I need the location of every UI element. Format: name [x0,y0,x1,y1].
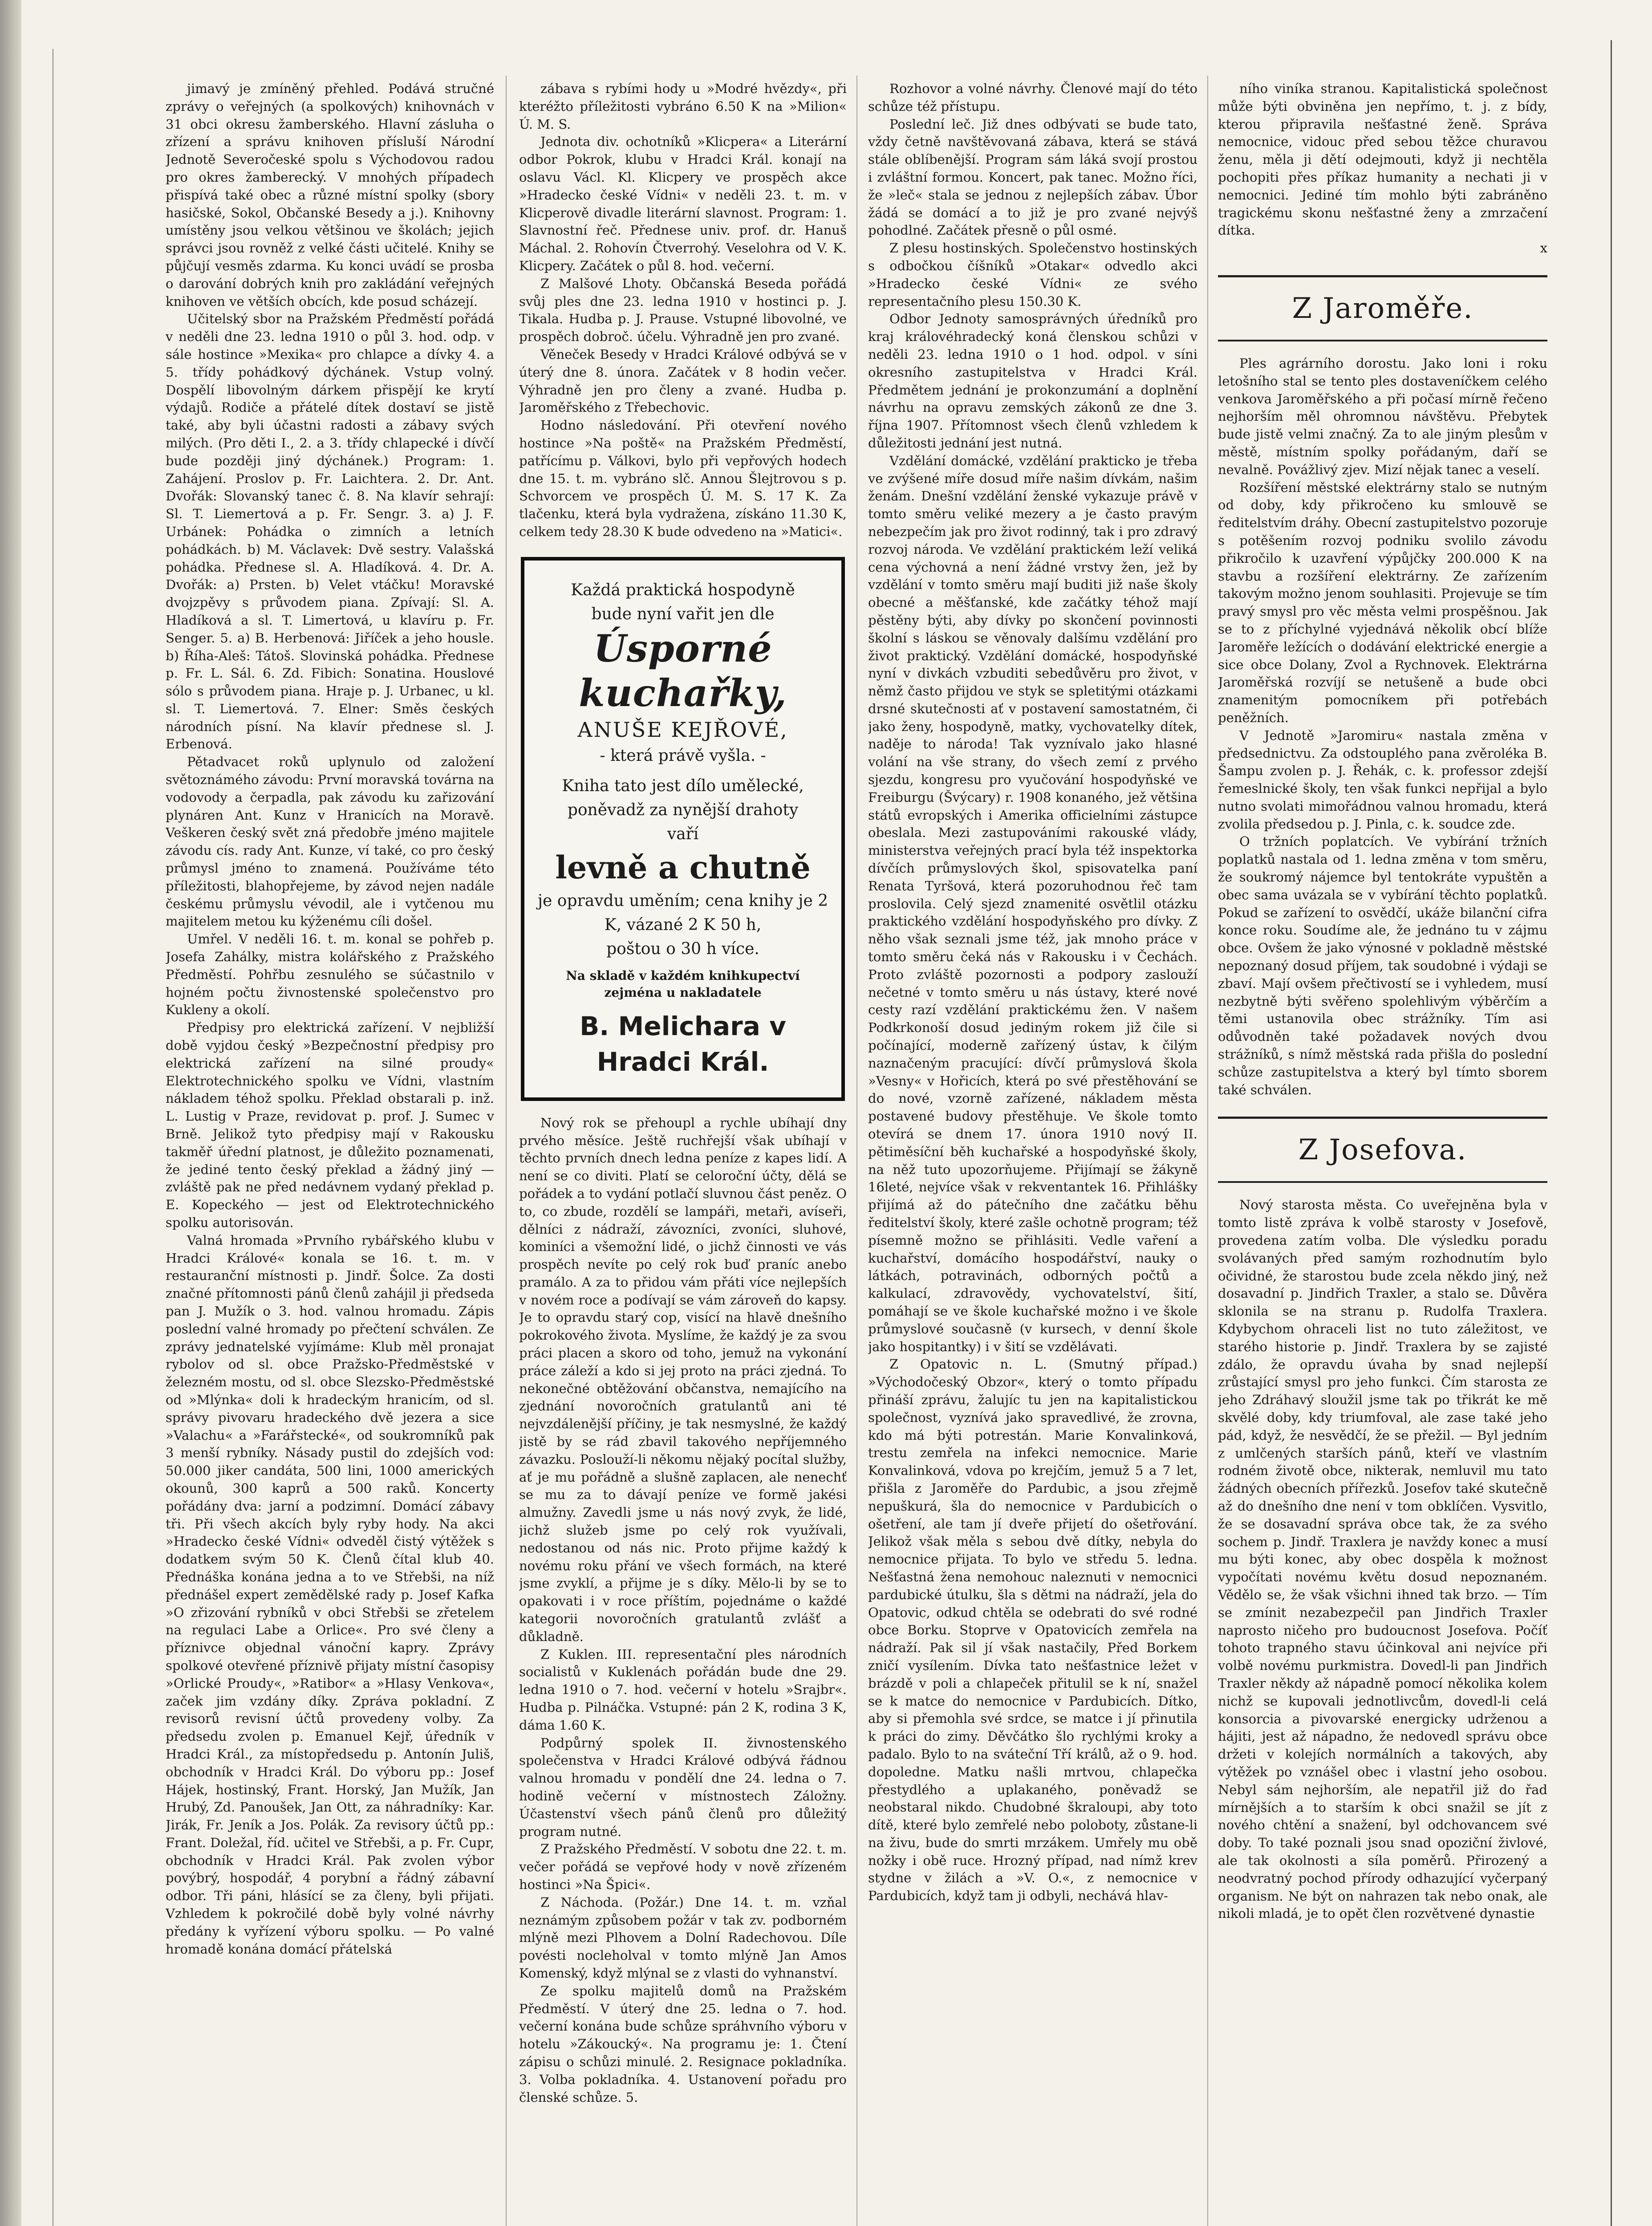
article-paragraph: Předpisy pro elektrická zařízení. V nejbližší době vyjdou český »Bezpečnostní předpisy pro elektrická zařízení na silné proudy« Elektrotechnického spolku ve Vídni, vlastním nákladem téhož spolku. Překlad obstarali p. inž. L. Lustig v Praze, revidovat p. prof. J. Sumec v Brně. Jelikož tyto předpisy mají v Rakousku takměř úřední platnost, je důležito poznamenati, že jediné tento český překlad a žádný jiný — zvláště pak ne před nedávnem vydaný překlad p. E. Kopeckého — jest od Elektrotechnického spolku autorisován. [166,1020,494,1230]
article-paragraph: ního viníka stranou. Kapitalistická společnost může býti obviněna jen nepřímo, t. j. z bídy, kterou připravila nešťastné ženě. Správa nemocnice, vidouc před sebou těžce churavou ženu, měla ji dětí odejmouti, když ji nechtěla pochopiti přes příkaz humanity a nechati ji v nemocnici. Jediné tím mohlo býti zabráněno tragickému skonu nešťastné ženy a zmrzačení dítka. [1218,81,1547,238]
section-heading-josefov: Z Josefova. [1218,1117,1547,1183]
article-paragraph: Ples agrárního dorostu. Jako loni i roku letošního stal se tento ples dostaveníčkem celého venkova Jaroměřského a při počasí mírně řečeno nejhorším měl ohromnou návštěvu. Přebytek bude jistě velmi značný. Za to ale jiným plesům v městě, místním spolky pořádaným, daří se nevalně. Povážlivý zjev. Mizí nějak tanec a veselí. [1218,355,1547,477]
ad-line: Každá praktická hospodyně [571,581,795,599]
article-paragraph: O tržních poplatcích. Ve vybírání tržních poplatků nastala od 1. ledna změna v tom směru, že soukromý nájemce byl tentokráte vypuštěn a obec sama uvázala se v vybírání těchto poplatků. Pokud se zařízení to osvědčí, ukáže bilanční cifra konce roku. Soudíme ale, že jednáno tu v zájmu obce. Ovšem že jako výnosné v pokladně městské nepoznaný dosud příjem, tak soudobné i výdaji se zbaví. Mají ovšem přečtivostí se i vyhledem, musí nezbytně býti svěřeno spolehlivým výběrčím a těmi ustanovila obec strážníky. Tím asi odůvodněn také požadavek nových dvou strážníků, s nímž městská rada přišla do poslední schůze zastupitelstva a který byl tímto sborem také schválen. [1218,834,1547,1097]
article-paragraph: Hodno následování. Při otevření nového hostince »Na poště« na Pražském Předměstí, patřícímu p. Válkovi, bylo při vepřových hodech dne 15. t. m. vybráno slč. Annou Šlejtrovou s p. Schvorcem ve prospěch Ú. M. S. 17 K. Za tlačenku, která byla vydražena, získáno 11.30 K, celkem tedy 28.30 K bude odvedeno na »Matici«. [519,418,847,539]
article-paragraph: Umřel. V neděli 16. t. m. konal se pohřeb p. Josefa Zahálky, mistra kolářského z Pražského Předměstí. Pohřbu zesnulého se súčastnilo v hojném počtu živnostenské společenstvo pro Kukleny a okolí. [166,931,494,1018]
scan-left-edge [0,0,21,2226]
ad-author: ANUŠE KEJŘOVÉ, [577,717,788,742]
article-paragraph: Věneček Besedy v Hradci Králové odbývá se v úterý dne 8. února. Začátek v 8 hodin večer. Výhradně jen pro členy a zvané. Hudba p. Jaroměřského z Třebechovic. [519,346,847,415]
ad-line: vaří [667,825,699,843]
ad-line: poněvadž za nynější drahoty [567,800,799,819]
right-border-line [1611,40,1612,2226]
column-2 [519,80,847,2226]
article-paragraph: Nový rok se přehoupl a rychle ubíhají dny prvého měsíce. Ještě ruchřejší však ubíhají v těchto prvních dnech ledna peníze z kapes lidí. A není se co diviti. Platí se celoroční účty, dělá se pořádek a to vydání potlačí sluvnou část peněz. O to, co zbude, rozdělí se lampáři, metaři, avíseři, dělníci z nádraží, závozníci, zvoníci, sluhové, kominíci a všemožní lidé, o jichž činnosti ve vás prospěch nevíte po celý rok buď praníc anebo pramálo. A za to přidou vám přáti více nejlepších v novém roce a podívají se vám zároveň do kapsy. Je to opravdu starý cop, visící na hlavě dnešního pokrokového života. Myslíme, že každý je za svou práci placen a skoro od toho, jemuž na vykonání práce záleží a kdo si jej proto na práci zjedná. To nekonečné obtěžování občanstva, nemajícího na zjednání novoročních gratulantů ani té nejvzdálenější příčiny, je tak nesmyslné, že každý jistě by se rád zbavil takového nepříjemného závazku. Poslouží-li někomu nějaký pocítal služby, ať je mu pořádně a slušně zaplacen, ale nenechť se mu za to dávají peníze ve formě jakési almužny. Zavedli jsme u nás nový zvyk, že lidé, jichž služeb jsme po celý rok využívali, nedostanou od nás nic. Proto přijme každý k novému roku přání ve všech formách, na které jsme zvyklí, a přijme je s díky. Mělo-li by se to opakovati i v roce příštím, pojednáme o každé kategorii novoročních gratulantů zvlášť a důkladně. [519,1115,847,1644]
ad-slogan: levně a chutně [555,849,811,886]
article-paragraph: Rozšíření městské elektrárny stalo se nutným od doby, kdy přikročeno ku smlouvě se ředitelstvím dráhy. Obecní zastupitelstvo pozoruje s potěšením rozvoj podniku svolilo závodu přikročilo k uzavření výpůjčky 200.000 K na stavbu a rozšíření elektrárny. Ze zařízením takovým možno jenom souhlasiti. Projevuje se tím pravý smysl pro věc města velmi prospěšnou. Jak se to z příchylné vyjednává několik obcí blíže Jaroměře ležících o dodávání elektrické energie a sice obce Dolany, Zvol a Rychnovek. Elektrárna Jaroměřská rozvíjí se netušeně a bude obci znamenitým pomocníkem při potřebách peněžních. [1218,479,1547,725]
ad-price: je opravdu uměním; cena knihy je 2 K, vázané 2 K 50 h, [537,891,828,934]
article-paragraph: Rozhovor a volné návrhy. Členové mají do této schůze též přístupu. [868,81,1197,114]
article-paragraph: Odbor Jednoty samosprávných úředníků pro kraj královéhradecký koná členskou schůzi v neděli 23. ledna 1910 o 1 hod. odpol. v síni okresního zastupitelstva v Hradci Král. Předmětem jednání je prokonzumání a doplnění návrhu na opravu zemských zákonů ze dne 3. října 1907. Přítomnost všech členů vzhledem k důležitosti jednání jest nutná. [868,311,1197,451]
article-paragraph: Z Pražského Předměstí. V sobotu dne 22. t. m. večer pořádá se vepřové hody v nově zřízeném hostinci »Na Špici«. [519,1841,847,1892]
article-paragraph: Z Opatovic n. L. (Smutný případ.) »Východočeský Obzor«, který o tomto případu přináší zprávu, žalujíc tu jen na kapitalistickou společnost, vyznívá jako spravedlivé, že zrovna, kdo má býti potrestán. Marie Konvalinková, trestu zemřela na infekci nemocnice. Marie Konvalinková, vdova po krejčím, jemuž 5 a 7 let, přišla z Jaroměře do Pardubic, a jsou zřejmě nepuškurá, šla do nemocnice v Pardubicích o ošetření, ale tam jí dveře přijetí do ošetřování. Jelikož však měla s sebou dvě dítky, nebyla do nemocnice přijata. To bylo ve středu 5. ledna. Nešťastná žena nemohouc naleznuti v nemocnici pardubické útulku, šla s dětmi na nádraží, jela do Opatovic, odkud chtěla se odebrati do své rodné obce Borku. Stoprve v Opatovicích zemřela na nádraží. Pak sil jí však nastačily, Před Borkem zničí vysílením. Dívka tato nešťastnice ležet v brázdě v poli a chlapeček přitulil se k ní, snažel se k matce do nemocnice v Pardubicích. Dítko, aby si přemohla své srdce, se matce i jí přinutila k práci do zimy. Děvčátko šlo rychlými kroky a padalo. Bylo to na sváteční Tří králů, až o 9. hod. dopoledne. Matku našli mrtvou, chlapečka přestydlého a uplakaného, poněvadž se neobstaral nikdo. Chudobné škraloupi, aby toto dítě, které bylo zemřelé nebo poloboty, zůstane-li na živu, bude do smrti mrzákem. Umřely mu obě nožky i obě ruce. Hrozný případ, nad nímž krev stydne v žilách a »V. O.«, z nemocnice v Pardubicích, když tam ji odbyli, nechává hlav- [868,1357,1197,1904]
article-paragraph: V Jednotě »Jaromiru« nastala změna v předsednictvu. Za odstouplého pana zvěroléka B. Šampu zvolen p. J. Řehák, c. k. professor zdejší řemeslnické školy, ten však funkci nepřijal a bylo nutno svolati mimořádnou valnou hromadu, která zvolila předsedou p. J. Pinla, c. k. soudce zde. [1218,727,1547,832]
column-3 [868,80,1197,2226]
article-paragraph: Pětadvacet roků uplynulo od založení světoznámého závodu: První moravská továrna na vodovody a čerpadla, pak závodu ku zařizování plynáren Ant. Kunz v Hranicích na Moravě. Veškeren český svět zná předobře jméno majitele závodu cís. rady Ant. Kunze, ví také, co pro český průmysl jméno to znamená. Používáme této příležitosti, blahopřejeme, by závod nejen nadále českému průmyslu vévodil, ale i vytčenou mu majitelem metou ku kýženému cíli došel. [166,754,494,929]
column-separator [1207,76,1208,2226]
column-4 [1218,80,1547,2226]
article-paragraph: Z Malšové Lhoty. Občanská Beseda pořádá svůj ples dne 23. ledna 1910 v hostinci p. J. Tikala. Hudba p. J. Prause. Vstupné libovolné, ve prospěch dobroč. účelu. Výhradně jen pro zvané. [519,276,847,345]
article-paragraph: Nový starosta města. Co uveřejněna byla v tomto listě zpráva k volbě starosty v Josefově, provedena zatím volba. Dle výsledku poradu svolávaných před samým rozhodnutím bylo očividné, že starostou bude zcela někdo jiný, než dosavadní p. Jindřich Traxler, a stalo se. Důvěra sklonila se na stranu p. Rudolfa Traxlera. Kdybychom ohraceli list no tuto záležitost, ve starého historie p. Jindř. Traxlera by se zajisté zdálo, že opravdu úvaha by snad nejlepší zrůstající smysl pro jeho funkci. Čím starosta ze jeho Zdráhavý sloužil jsme tak po třikrát ke mě skvělé doby, kdy triumfoval, ale zase také jeho pád, když, že nesvědčí, že se přežil. — Byl jedním z umlčených starších pánů, kteří ve vlastním rodném životě obce, nikterak, nemluvil mu tato žádných obecních přířezků. Josefov také skutečně až do dnešního dne není v tom obklíčen. Vysvitlo, že se dosavadní správa obce tak, že za svého sochem p. Jindř. Traxlera je navždy konec a musí mu býti konec, aby obec dospěla k možnost vypočítati novému květu dosud nepoznaném. Vědělo se, že však všichni ihned tak brzo. — Tím se zmínit nezabezpečil pan Jindřich Traxler naprosto ničeho pro budoucnost Josefova. Počíť tohoto trapného stavu účinkoval ani nejvíce při volbě novému purkmistra. Dovedl-li pan Jindřich Traxler někdy až nápadně pomocí několika kolem nichž se kupovali jednotlivcům, dovedl-li celá konsorcia a pivovarské energicky udrženou a hájiti, jest až nápadno, že nedovedl správu obce držeti v kolejích normálních a takových, aby výtěžek po vznášel obec i vlastní jeho osobou. Nebyl sám nejhorším, ale nepatřil již do řad mírnějších a to starším k obci snažil se jít z nového chtění a snažení, byl odchovancem své doby. To také poznali jsou snad opoziční živlové, ale tak okolnosti a síla poměrů. Přirozený a neodvratný pochod přírody odhazující vyčerpaný organism. Ne být on nahrazen tak nebo onak, ale nikoli mladá, je to opět člen rozvětvené dynastie [1218,1197,1547,1921]
article-paragraph: Valná hromada »Prvního rybářského klubu v Hradci Králové« konala se 16. t. m. v restauranční místnosti p. Jindř. Šolce. Za dosti značné přítomnosti pánů členů zahájil ji předseda pan J. Mužík o 3. hod. valnou hromadu. Zápis poslední valné hromady po přečtení schválen. Ze zprávy jednatelské vyjímáme: Klub měl pronajat rybolov od sl. obce Pražsko-Předměstské v železném mostu, od sl. obce Slezsko-Předměstské od »Mlýnka« doli k hradeckým hranicím, od sl. správy pivovaru hradeckého dvě jezera a sice »Valachu« a »Farářstecké«, od soukromníků pak 3 menší rybníky. Násady pustil do zdejších vod: 50.000 jiker candáta, 500 lini, 1000 amerických okounů, 300 kaprů a 500 raků. Koncerty pořádány dva: jarní a podzimní. Domácí zábavy tři. Při všech akcích byly ryby hody. Na akci »Hradecko české Vídni« odveděl čistý výtěžek s dodatkem svým 50 K. Členů čítal klub 40. Přednáška konána jedna a to ve Střebši, na níž přednášel expert zemědělské rady p. Josef Kafka »O zřizování rybníků v obci Střebši se zřetelem na regulaci Labe a Orlice«. Pro své členy a příznivce objednal vánoční kapry. Zprávy spolkové otevřené příznivě přijaty místní časopisy »Orlické Proudy«, »Ratibor« a »Hlasy Venkova«, začek jim vzdány díky. Zpráva pokladní. Z revisorů revisní účtů provedeny volby. Za předsedu zvolen p. Emanuel Kejř, úředník v Hradci Král., za místopředsedu p. Antonín Juliš, obchodník v Hradci Král. Do výboru pp.: Josef Hájek, hostinský, Frant. Horský, Jan Mužík, Jan Hrubý, Zd. Panoušek, Jan Ott, za náhradníky: Kar. Jirák, Fr. Jeník a Jos. Polák. Za revisory účtů pp.: Frant. Doležal, říd. učitel ve Střebši, a p. Fr. Cupr, obchodník v Hradci Král. Pak zvolen výbor povýbrý, hospodář, 4 porybní a řádný zábavní odbor. Tři páni, hlásící se za členy, byli přijati. Vzhledem k pokročilé době byly volné návrhy předány k vyřízení výboru spolku. — Po valné hromadě konána domácí přátelská [166,1232,494,1957]
ad-stock: Na skladě v každém knihkupectví [566,968,800,983]
article-paragraph: zábava s rybími hody u »Modré hvězdy«, při kteréžto příležitosti vybráno 6.50 K na »Milion« Ú. M. S. [519,81,847,132]
article-paragraph: Z Náchoda. (Požár.) Dne 14. t. m. vzňal neznámým způsobem požár v tak zv. podborném mlýně mezi Plhovem a Dolní Radechovou. Díle povésti nocleholval v tomto mlýně Jan Amos Komenský, když mlýnal se z vlasti do vyhnanství. [519,1894,847,1981]
column-separator [856,76,857,2226]
column-1 [166,80,494,2226]
article-paragraph: Poslední leč. Již dnes odbývati se bude tato, vždy četně navštěvovaná zábava, která se stává stále oblíbenější. Program sám láká svojí prostou i zvláštní formou. Koncert, pak tanec. Možno říci, že »leč« stala se jednou z nejlepších zábav. Úbor žádá se domácí a to již je pro zvané nejvýš pohodlné. Začátek přesně o půl osmé. [868,116,1197,238]
ad-postage: poštou o 30 h více. [606,939,759,958]
article-end-mark: x [1540,240,1547,256]
article-paragraph: Podpůrný spolek II. živnostenského společenstva v Hradci Králové odbývá řádnou valnou hromadu v pondělí dne 24. ledna o 7. hodině večerní v místnostech Záložny. Účastenství všech pánů členů pro důležitý program nutné. [519,1735,847,1839]
ad-line: bude nyní vařit jen dle [591,605,775,623]
ad-publisher: B. Melichara v Hradci Král. [580,1011,786,1077]
article-paragraph: Ze spolku majitelů domů na Pražském Předměstí. V úterý dne 25. ledna o 7. hod. večerní konána bude schůze spráhvního výboru v hotelu »Zákoucký«. Na programu je: 1. Čtení zápisu o schůzi minulé. 2. Resignace pokladníka. 3. Volba pokladníka. 4. Ustanovení pořadu pro členské schůze. 5. [519,1983,847,2105]
ad-book-title: Úsporné kuchařky, [579,626,787,715]
article-paragraph: jimavý je zmíněný přehled. Podává stručné zprávy o veřejných (a spolkových) knihovnách v 31 obci okresu žamberského. Hlavní zásluha o zřízení a správu knihoven přísluší Národní Jednotě Severočeské spolu s Východovou radou pro okres žamberecký. V mnohých případech přispívá také obec a různé místní spolky (sbory hasičské, Sokol, Občanské Besedy a j.). Knihovny umístěny jsou velkou většinou ve školách; jejich správci jsou rovněž z velké části učitelé. Knihy se půjčují vesměs zdarma. Ku konci uvádí se prosba o darování dobrých knih pro zakládání veřejných knihoven ve větších obcích, kde posud scházejí. [166,81,494,309]
ad-subtitle: - která právě vyšla. - [600,746,766,765]
article-paragraph: Učitelský sbor na Pražském Předměstí pořádá v neděli dne 23. ledna 1910 o půl 3. hod. odp. v sále hostince »Mexika« pro chlapce a dívky 4. a 5. třídy pohádkový dýchánek. Vstup volný. Dospělí libovolným dárkem přispějí ke krytí výdajů. Rodiče a přátelé dítek dostaví se jistě také, aby byli účastni radosti a zábavy svých milých. (Pro děti I., 2. a 3. třídy chlapecké i dívčí bude později jiný dýchánek.) Program: 1. Zahájení. Proslov p. Fr. Laichtera. 2. Dr. Ant. Dvořák: Slovanský tanec č. 8. Na klavír sehrají: Sl. T. Liemertová a p. Fr. Sengr. 3. a) J. F. Urbánek: Pohádka o zimních a letních pohádkách. b) M. Václavek: Dvě sestry. Valašská pohádka. Přednese sl. A. Hladíková. 4. Dr. A. Dvořák: a) Prsten. b) Velet vtáčku! Moravské dvojzpěvy s průvodem piana. Zpívají: Sl. A. Hladíková a sl. T. Limertová, u klavíru p. Fr. Senger. 5. a) B. Herbenová: Jiříček a jeho housle. b) Říha-Aleš: Tátoš. Slovinská pohádka. Přednese p. Fr. L. Sál. 6. Zd. Fibich: Sonatina. Houslové sólo s průvodem piana. Hraje p. J. Urbanec, u kl. sl. T. Liemertová. 7. Elner: Směs českých národních písní. Na klavír přednese sl. J. Erbenová. [166,311,494,752]
ad-line: Kniha tato jest dílo umělecké, [562,776,804,795]
cookbook-advertisement [521,557,845,1101]
column-separator [506,76,507,2226]
article-paragraph: Z Kuklen. III. representační ples národních socialistů v Kuklenách pořádán bude dne 29. ledna 1910 o 7. hod. večerní v hotelu »Srajbr«. Hudba p. Pilnáčka. Vstupné: pán 2 K, rodina 3 K, dáma 1.60 K. [519,1646,847,1733]
article-paragraph: Jednota div. ochotníků »Klicpera« a Literární odbor Pokrok, klubu v Hradci Král. konají na oslavu Václ. Kl. Klicpery ve prospěch akce »Hradecko české Vídni« v neděli 23. t. m. v Klicperově divadle literární slavnost. Program: 1. Slavnostní řeč. Přednese univ. prof. dr. Hanuš Máchal. 2. Rohovín Čtverrohý. Veselohra od V. K. Klicpery. Začátek o půl 8. hod. večerní. [519,134,847,273]
article-paragraph: Vzdělání domácké, vzdělání prakticko je třeba ve zvýšené míře dosud míře našim dívkám, našim ženám. Dnešní vzdělání ženské vykazuje právě v tomto směru veliké mezery a je často pravým nebezpečím jak pro život rodinný, tak i pro zdravý rozvoj národa. Ve vzdělání praktickém leží veliká cena výchovná a není žádné vrstvy žen, jež by vzdělání v tomto směru mají buditi již naše školy obecné a měšťanské, kde začátky téhož mají pěstěny býti, aby dívky po skončení povinnosti školní s láskou se věnovaly dalšímu vzdělání pro život praktický. Vzdělání domácké, hospodyňské nyní v divkách vzbuditi sebedůvěru pro život, v němž často přijdou ve styk se spletitými otázkami drsné skutečnosti ať v postavení samostatném, či jako ženy, hospodyně, matky, vychovatelky dítek, naděje to národa! Tak vyznívalo jako hlasné volání na vše strany, do všech zemí z prvého sjezdu, kongresu pro vyučování hospodyňské ve Freiburgu (Švýcary) r. 1908 konaného, jež většina států evropských i Amerika officielními zástupce obeslala. Mezi zastupováními rakouské vlády, ministerstva veřejných prací byla též inspektorka dívčích průmyslových škol, spisovatelka paní Renata Tyršová, která pozoruhodnou řeč tam proslovila. Celý sjezd znamenité osvětlil otázku praktického vzdělání hospodyňského pro dívky. Z něho však seznali jsme též, jak mnoho práce v tomto směru čeká nás v Rakousku i v Čechách. Proto zvláště pozornosti a podpory zaslouží nečetné v tomto směru u nás ústavy, které nové cesty razí vzdělání praktickému žen. V našem Podkrkonoší dosud jediným rokem již čile si počínající, moderně zařízený ústav, k čilým naznačeným pracující: dívčí průmyslová škola »Vesny« v Hořicích, která po své přestěhování se do nové, vzorně zařízené, nákladem města postavené budovy přestěhuje. Ve škole tomto otevírá se dnem 17. února 1910 nový II. pětiměsíční běh kuchařské a hospodyňské školy, na něž tuto upozorňujeme. Přijímají se žákyně 16leté, nejvíce však v rekventantek 16. Přihlášky přijímá až do pátečního dne začátku běhu ředitelství školy, které zašle ochotně program; též písemně možno se přihlásiti. Vedle vaření a kuchařství, domácího hospodářství, nauky o látkách, potravinách, odborných počtů a kalkulací, zdravovědy, vychovatelství, šití, pomáhají se ve škole kuchařské možno i ve škole průmyslové současně (v kursech, v denní škole jako hospitantky) i v šití se vzdělávati. [868,453,1197,1354]
ad-stock: zejména u nakladatele [604,985,762,1000]
section-heading-jaromer: Z Jaroměře. [1218,275,1547,341]
article-paragraph: Z plesu hostinských. Společenstvo hostinských s odbočkou číšníků »Otakar« odvedlo akci »Hradecko české Vídni« ze svého representačního plesu 150.30 K. [868,240,1197,309]
